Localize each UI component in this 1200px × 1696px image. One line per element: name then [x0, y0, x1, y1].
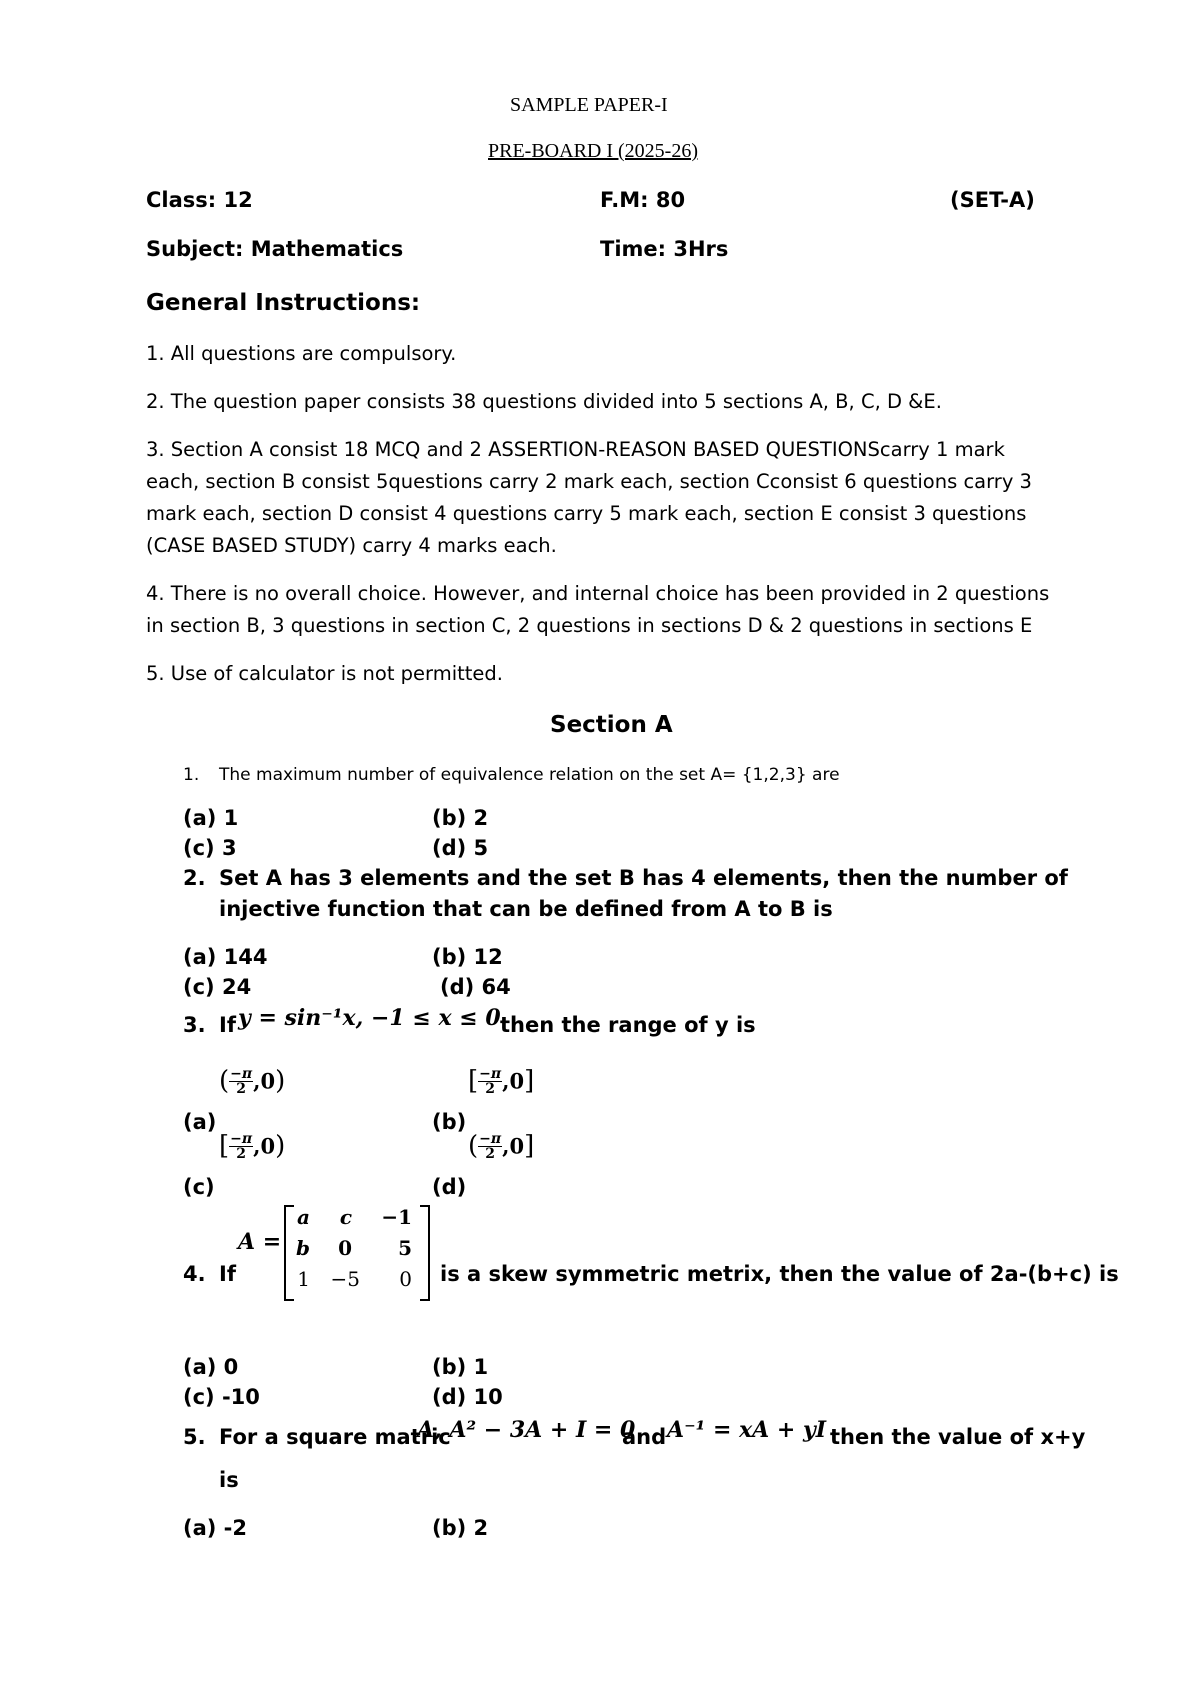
- fraction-numerator: −π: [230, 1065, 253, 1082]
- q2-option-b: (b) 12: [432, 945, 503, 969]
- q2-option-a: (a) 144: [183, 945, 268, 969]
- close-bracket: ]: [524, 1131, 535, 1161]
- instruction-2: 2. The question paper consists 38 questions divided into 5 sections A, B, C, D &E.: [146, 390, 942, 413]
- time-label: Time: 3Hrs: [600, 237, 729, 261]
- instruction-5: 5. Use of calculator is not permitted.: [146, 662, 503, 685]
- open-bracket: [: [468, 1066, 479, 1096]
- q5-post: then the value of x+y: [830, 1425, 1086, 1449]
- fraction: [229, 1067, 253, 1096]
- zero: 0: [509, 1133, 525, 1159]
- full-marks-label: F.M: 80: [600, 188, 686, 212]
- instruction-3-line-2: each, section B consist 5questions carry 2 mark each, section Cconsist 6 questions carry 3: [146, 470, 1032, 493]
- q4-matrix-lhs: A =: [238, 1229, 282, 1255]
- comma: ,: [502, 1068, 510, 1094]
- q5-equation-2: A⁻¹ = xA + yI: [667, 1417, 827, 1443]
- matrix-cell: −5: [330, 1267, 360, 1291]
- q4-option-c: (c) -10: [183, 1385, 260, 1409]
- q1-number: 1.: [183, 765, 200, 785]
- q5-option-a: (a) -2: [183, 1516, 248, 1540]
- matrix-cell: b: [296, 1236, 310, 1260]
- fraction-numerator: −π: [479, 1065, 502, 1082]
- zero: 0: [260, 1068, 276, 1094]
- q4-option-d: (d) 10: [432, 1385, 503, 1409]
- q3-pre: If: [219, 1013, 236, 1037]
- fraction: [478, 1132, 502, 1161]
- q4-number: 4.: [183, 1262, 206, 1286]
- q3-equation: y = sin⁻¹x, −1 ≤ x ≤ 0: [238, 1005, 501, 1031]
- open-paren: (: [468, 1131, 479, 1161]
- close-paren: ): [275, 1131, 286, 1161]
- fraction-numerator: −π: [230, 1130, 253, 1147]
- q1-text: The maximum number of equivalence relation on the set A= {1,2,3} are: [219, 765, 840, 785]
- zero: 0: [260, 1133, 276, 1159]
- q3-option-a-label: (a): [183, 1110, 217, 1134]
- fraction-denominator: 2: [236, 1145, 247, 1162]
- q1-option-a: (a) 1: [183, 806, 239, 830]
- q3-option-c-interval: [219, 1131, 285, 1161]
- q4-pre: If: [219, 1262, 236, 1286]
- q3-option-d-label: (d): [432, 1175, 467, 1199]
- q3-option-b-interval: [468, 1066, 534, 1096]
- q5-number: 5.: [183, 1425, 206, 1449]
- q2-number: 2.: [183, 866, 206, 890]
- q5-option-b: (b) 2: [432, 1516, 489, 1540]
- matrix-cell: c: [339, 1205, 352, 1229]
- matrix-right-bracket: [420, 1205, 430, 1301]
- q3-option-a-interval: [219, 1066, 285, 1096]
- q5-text-line-2: is: [219, 1468, 239, 1492]
- instruction-3-line-3: mark each, section D consist 4 questions carry 5 mark each, section E consist 3 questions: [146, 502, 1027, 525]
- q4-option-b: (b) 1: [432, 1355, 489, 1379]
- paper-title: SAMPLE PAPER-I: [510, 94, 668, 116]
- q2-text-line-1: Set A has 3 elements and the set B has 4 elements, then the number of: [219, 866, 1068, 890]
- q4-matrix: [284, 1203, 434, 1301]
- q4-post: is a skew symmetric metrix, then the value of 2a-(b+c) is: [440, 1262, 1119, 1286]
- matrix-cell: 0: [399, 1267, 412, 1291]
- matrix-cell: −1: [381, 1205, 412, 1229]
- q2-option-d: (d) 64: [440, 975, 511, 999]
- close-bracket: ]: [524, 1066, 535, 1096]
- q5-mid: and: [622, 1425, 667, 1449]
- instruction-3-line-4: (CASE BASED STUDY) carry 4 marks each.: [146, 534, 557, 557]
- instruction-1: 1. All questions are compulsory.: [146, 342, 457, 365]
- matrix-cell: 1: [297, 1267, 310, 1291]
- matrix-cell: a: [297, 1205, 310, 1229]
- comma: ,: [253, 1133, 261, 1159]
- q2-option-c: (c) 24: [183, 975, 252, 999]
- matrix-cell: 5: [398, 1236, 412, 1260]
- zero: 0: [509, 1068, 525, 1094]
- instruction-4-line-1: 4. There is no overall choice. However, and internal choice has been provided in 2 questions: [146, 582, 1050, 605]
- q3-option-b-label: (b): [432, 1110, 467, 1134]
- q3-number: 3.: [183, 1013, 206, 1037]
- q1-option-b: (b) 2: [432, 806, 489, 830]
- fraction-denominator: 2: [485, 1145, 496, 1162]
- set-label: (SET-A): [950, 188, 1035, 212]
- fraction-denominator: 2: [485, 1080, 496, 1097]
- class-label: Class: 12: [146, 188, 253, 212]
- fraction: [478, 1067, 502, 1096]
- instruction-4-line-2: in section B, 3 questions in section C, 2 questions in sections D & 2 questions in sections E: [146, 614, 1033, 637]
- section-title: Section A: [550, 712, 673, 738]
- fraction: [229, 1132, 253, 1161]
- open-paren: (: [219, 1066, 230, 1096]
- q5-equation-1: A, A² − 3A + I = 0: [417, 1417, 636, 1443]
- q4-option-a: (a) 0: [183, 1355, 239, 1379]
- matrix-cell: 0: [338, 1236, 352, 1260]
- q1-option-c: (c) 3: [183, 836, 237, 860]
- subject-label: Subject: Mathematics: [146, 237, 404, 261]
- open-bracket: [: [219, 1131, 230, 1161]
- paper-subtitle: PRE-BOARD I (2025-26): [488, 140, 698, 162]
- q3-option-d-interval: [468, 1131, 534, 1161]
- q2-text-line-2: injective function that can be defined from A to B is: [219, 897, 833, 921]
- q3-option-c-label: (c): [183, 1175, 215, 1199]
- close-paren: ): [275, 1066, 286, 1096]
- q3-post: then the range of y is: [500, 1013, 756, 1037]
- instructions-heading: General Instructions:: [146, 290, 421, 316]
- comma: ,: [502, 1133, 510, 1159]
- fraction-denominator: 2: [236, 1080, 247, 1097]
- fraction-numerator: −π: [479, 1130, 502, 1147]
- q5-pre: For a square matric: [219, 1425, 451, 1449]
- q1-option-d: (d) 5: [432, 836, 489, 860]
- instruction-3-line-1: 3. Section A consist 18 MCQ and 2 ASSERTION-REASON BASED QUESTIONScarry 1 mark: [146, 438, 1005, 461]
- comma: ,: [253, 1068, 261, 1094]
